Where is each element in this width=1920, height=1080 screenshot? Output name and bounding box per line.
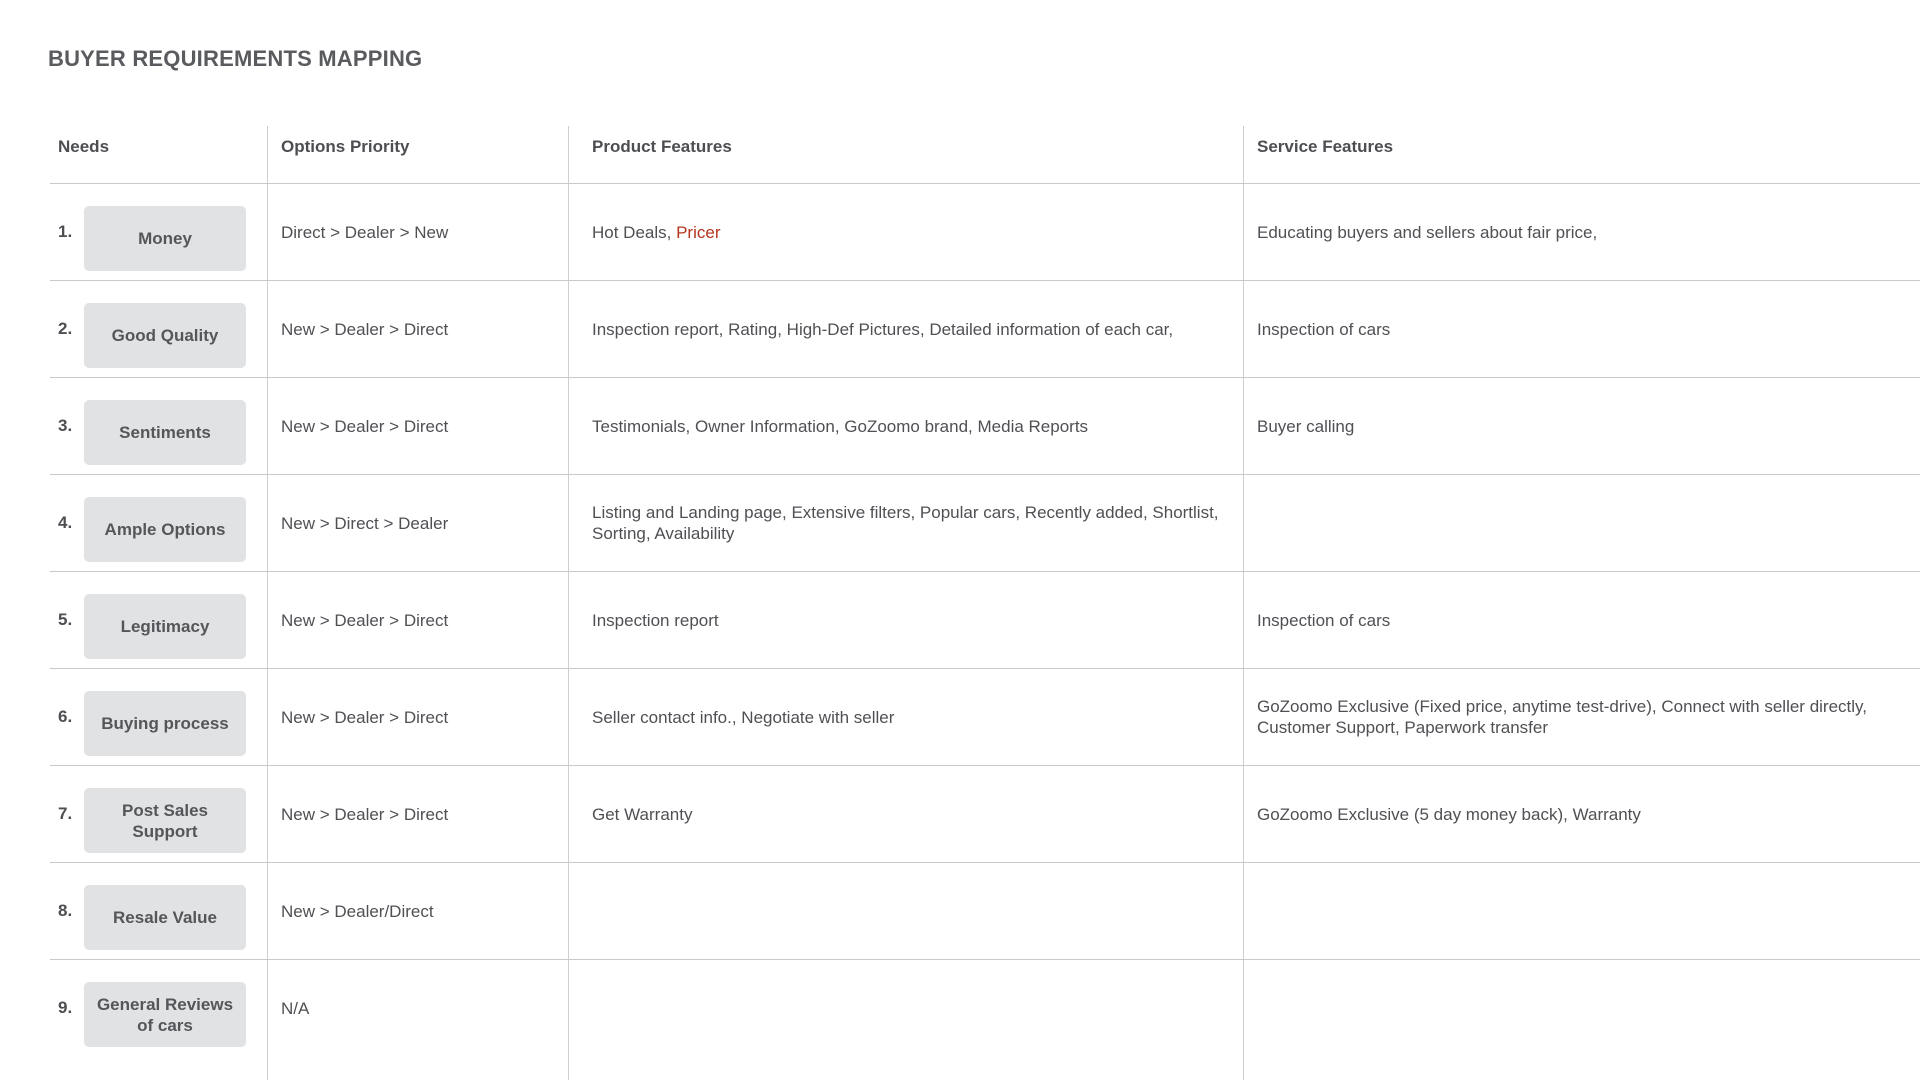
row-number: 1.	[58, 222, 73, 241]
page-title: BUYER REQUIREMENTS MAPPING	[48, 46, 423, 71]
service-features-cell: Educating buyers and sellers about fair price,	[1257, 222, 1598, 242]
row-number: 8.	[58, 901, 73, 920]
product-features-cell: Listing and Landing page, Extensive filters, Popular cars, Recently added, Shortlist, Sorting, Availability	[592, 503, 1219, 543]
header-needs: Needs	[58, 137, 110, 156]
options-priority-cell: New > Dealer > Direct	[281, 319, 449, 339]
product-features-cell	[592, 184, 1242, 280]
product-features-cell: Inspection report, Rating, High-Def Pictures, Detailed information of each car,	[592, 319, 1174, 339]
options-priority-cell: New > Direct > Dealer	[281, 513, 449, 533]
need-badge: Buying process	[84, 691, 246, 756]
service-features-cell: GoZoomo Exclusive (Fixed price, anytime test-drive), Connect with seller directly, Customer Support, Paperwork transfer	[1257, 697, 1867, 737]
need-badge: Money	[84, 206, 246, 271]
need-badge: General Reviews of cars	[84, 982, 246, 1047]
need-badge: Ample Options	[84, 497, 246, 562]
service-features-cell: Buyer calling	[1257, 416, 1355, 436]
service-features-cell: GoZoomo Exclusive (5 day money back), Warranty	[1257, 804, 1641, 824]
need-badge: Good Quality	[84, 303, 246, 368]
service-features-cell	[1257, 863, 1877, 959]
service-features-cell	[1257, 475, 1877, 571]
product-features-cell	[592, 863, 1242, 959]
header-service-features: Service Features	[1257, 137, 1394, 156]
need-badge: Legitimacy	[84, 594, 246, 659]
table-row	[50, 475, 1920, 572]
product-features-cell: Inspection report	[592, 610, 719, 630]
row-number: 5.	[58, 610, 73, 629]
row-number: 4.	[58, 513, 73, 532]
service-features-cell	[1257, 960, 1877, 1056]
row-number: 9.	[58, 998, 73, 1017]
row-number: 3.	[58, 416, 73, 435]
table-row	[50, 184, 1920, 281]
table-row	[50, 281, 1920, 378]
options-priority-cell: N/A	[281, 998, 310, 1018]
row-number: 6.	[58, 707, 73, 726]
options-priority-cell: New > Dealer > Direct	[281, 416, 449, 436]
options-priority-cell: New > Dealer > Direct	[281, 610, 449, 630]
header-product-features: Product Features	[592, 137, 732, 156]
table-row	[50, 960, 1920, 1056]
product-features-cell: Testimonials, Owner Information, GoZoomo brand, Media Reports	[592, 416, 1089, 436]
table-row	[50, 572, 1920, 669]
options-priority-cell: New > Dealer > Direct	[281, 804, 449, 824]
table-row	[50, 766, 1920, 863]
pricer-link[interactable]: Pricer	[676, 222, 721, 242]
product-features-cell: Seller contact info., Negotiate with seller	[592, 707, 895, 727]
product-features-cell	[592, 960, 1242, 1056]
need-badge: Resale Value	[84, 885, 246, 950]
options-priority-cell: New > Dealer > Direct	[281, 707, 449, 727]
table-row	[50, 378, 1920, 475]
row-number: 2.	[58, 319, 73, 338]
product-features-cell: Get Warranty	[592, 804, 693, 824]
options-priority-cell: New > Dealer/Direct	[281, 901, 434, 921]
row-number: 7.	[58, 804, 73, 823]
table-row	[50, 863, 1920, 960]
table-row	[50, 669, 1920, 766]
header-options-priority: Options Priority	[281, 137, 410, 156]
requirements-table-body	[50, 184, 1920, 1056]
table-header	[50, 126, 1920, 184]
product-features-text: Hot Deals,	[592, 222, 677, 242]
service-features-cell: Inspection of cars	[1257, 319, 1391, 339]
service-features-cell: Inspection of cars	[1257, 610, 1391, 630]
need-badge: Post Sales Support	[84, 788, 246, 853]
need-badge: Sentiments	[84, 400, 246, 465]
options-priority-cell: Direct > Dealer > New	[281, 222, 449, 242]
